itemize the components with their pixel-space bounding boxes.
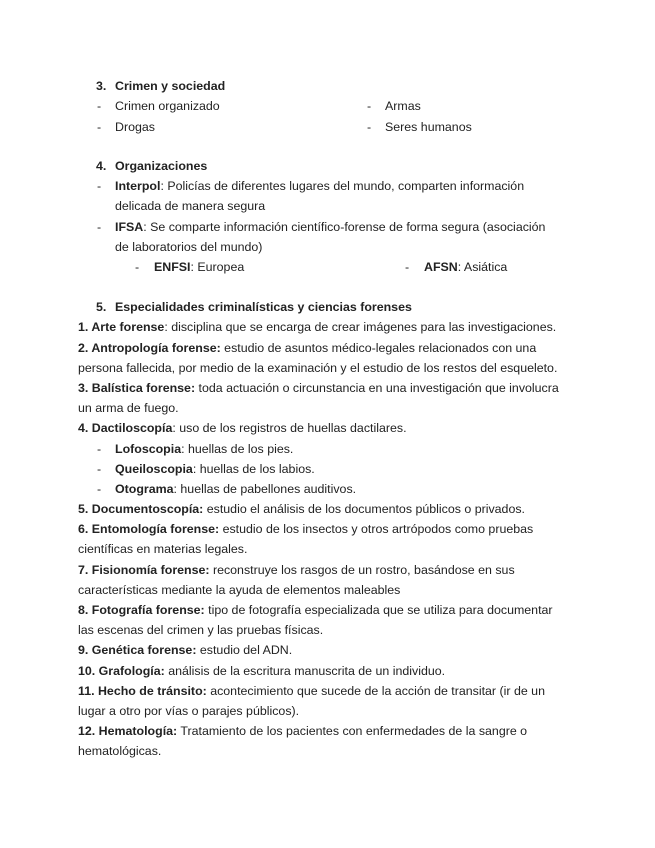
bullet-dash: -	[97, 220, 102, 234]
bullet-dash: -	[135, 260, 140, 274]
entry-balistica-forense	[78, 378, 559, 398]
entry-term: 7. Fisionomía forense:	[78, 563, 210, 577]
sub-entry-lofoscopia	[115, 439, 293, 459]
entry-entomologia-forense	[78, 519, 533, 539]
bullet-dash: -	[405, 260, 410, 274]
entry-desc-cont: características mediante la ayuda de elementos maleables	[78, 583, 401, 597]
entry-documentoscopia	[78, 499, 525, 519]
entry-desc: : disciplina que se encarga de crear imágenes para las investigaciones.	[164, 320, 557, 334]
entry-desc-cont: persona fallecida, por medio de la examinación y el estudio de los restos del esqueleto.	[78, 361, 558, 375]
section-4-title: Organizaciones	[115, 159, 208, 173]
bullet-dash: -	[97, 99, 102, 113]
entry-desc-cont: científicas en materias legales.	[78, 542, 248, 556]
list-item-armas: Armas	[385, 99, 421, 113]
interpol-desc: : Policías de diferentes lugares del mundo, comparten información	[160, 179, 525, 193]
afsn-item	[424, 257, 507, 277]
list-item-seres-humanos: Seres humanos	[385, 120, 472, 134]
afsn-term: AFSN	[424, 260, 458, 274]
section-5-number: 5.	[96, 300, 107, 314]
bullet-dash: -	[97, 482, 102, 496]
entry-dactiloscopia	[78, 418, 407, 438]
entry-term: 8. Fotografía forense:	[78, 603, 205, 617]
entry-term: 12. Hematología:	[78, 724, 178, 738]
entry-fotografia-forense	[78, 600, 553, 620]
bullet-dash: -	[97, 179, 102, 193]
entry-arte-forense	[78, 317, 556, 337]
entry-desc-cont: un arma de fuego.	[78, 401, 179, 415]
entry-desc: acontecimiento que sucede de la acción de transitar (ir de un	[206, 684, 545, 698]
interpol-term: Interpol	[115, 179, 161, 193]
entry-term: Lofoscopia	[115, 442, 182, 456]
section-4-number: 4.	[96, 159, 107, 173]
ifsa-item	[115, 217, 545, 237]
entry-grafologia	[78, 661, 445, 681]
entry-term: Queiloscopia	[115, 462, 193, 476]
entry-desc: estudio el análisis de los documentos públicos o privados.	[203, 502, 525, 516]
entry-desc: estudio de asuntos médico-legales relacionados con una	[220, 341, 537, 355]
list-item-drogas: Drogas	[115, 120, 155, 134]
entry-term: 2. Antropología forense:	[78, 341, 221, 355]
entry-desc: : uso de los registros de huellas dactilares.	[172, 421, 407, 435]
entry-genetica-forense	[78, 640, 292, 660]
entry-desc: estudio de los insectos y otros artrópodos como pruebas	[219, 522, 534, 536]
entry-antropologia-forense	[78, 338, 536, 358]
sub-entry-otograma	[115, 479, 356, 499]
section-5-title: Especialidades criminalísticas y ciencias forenses	[115, 300, 412, 314]
entry-term: 3. Balística forense:	[78, 381, 196, 395]
enfsi-item	[154, 257, 244, 277]
entry-desc: : huellas de pabellones auditivos.	[173, 482, 357, 496]
entry-fisionomia-forense	[78, 560, 515, 580]
afsn-desc: : Asiática	[457, 260, 508, 274]
entry-desc: estudio del ADN.	[196, 643, 293, 657]
entry-hematologia	[78, 721, 527, 741]
section-3-number: 3.	[96, 79, 107, 93]
entry-desc: Tratamiento de los pacientes con enfermedades de la sangre o	[177, 724, 528, 738]
ifsa-desc: : Se comparte información científico-forense de forma segura (asociación	[143, 220, 546, 234]
entry-desc: reconstruye los rasgos de un rostro, basándose en sus	[209, 563, 515, 577]
entry-hecho-de-transito	[78, 681, 545, 701]
entry-term: Otograma	[115, 482, 174, 496]
entry-desc: : huellas de los pies.	[181, 442, 294, 456]
sub-entry-queiloscopia	[115, 459, 315, 479]
entry-desc-cont: lugar a otro por vías o parajes públicos).	[78, 704, 300, 718]
entry-term: 11. Hecho de tránsito:	[78, 684, 207, 698]
enfsi-desc: : Europea	[190, 260, 245, 274]
ifsa-desc-cont: de laboratorios del mundo)	[115, 240, 263, 254]
entry-term: 10. Grafología:	[78, 664, 165, 678]
entry-desc-cont: las escenas del crimen y las pruebas físicas.	[78, 623, 324, 637]
entry-term: 9. Genética forense:	[78, 643, 197, 657]
entry-term: 4. Dactiloscopía	[78, 421, 173, 435]
section-3-title: Crimen y sociedad	[115, 79, 226, 93]
entry-desc: : huellas de los labios.	[192, 462, 315, 476]
entry-desc-cont: hematológicas.	[78, 744, 162, 758]
list-item-crimen-organizado: Crimen organizado	[115, 99, 220, 113]
enfsi-term: ENFSI	[154, 260, 191, 274]
entry-term: 5. Documentoscopía:	[78, 502, 204, 516]
bullet-dash: -	[97, 120, 102, 134]
entry-term: 1. Arte forense	[78, 320, 165, 334]
interpol-item	[115, 176, 524, 196]
bullet-dash: -	[97, 442, 102, 456]
entry-desc: análisis de la escritura manuscrita de un individuo.	[164, 664, 446, 678]
entry-desc: toda actuación o circunstancia en una investigación que involucra	[195, 381, 559, 395]
bullet-dash: -	[97, 462, 102, 476]
interpol-desc-cont: delicada de manera segura	[115, 199, 266, 213]
bullet-dash: -	[367, 120, 372, 134]
ifsa-term: IFSA	[115, 220, 144, 234]
entry-term: 6. Entomología forense:	[78, 522, 220, 536]
bullet-dash: -	[367, 99, 372, 113]
entry-desc: tipo de fotografía especializada que se utiliza para documentar	[204, 603, 553, 617]
